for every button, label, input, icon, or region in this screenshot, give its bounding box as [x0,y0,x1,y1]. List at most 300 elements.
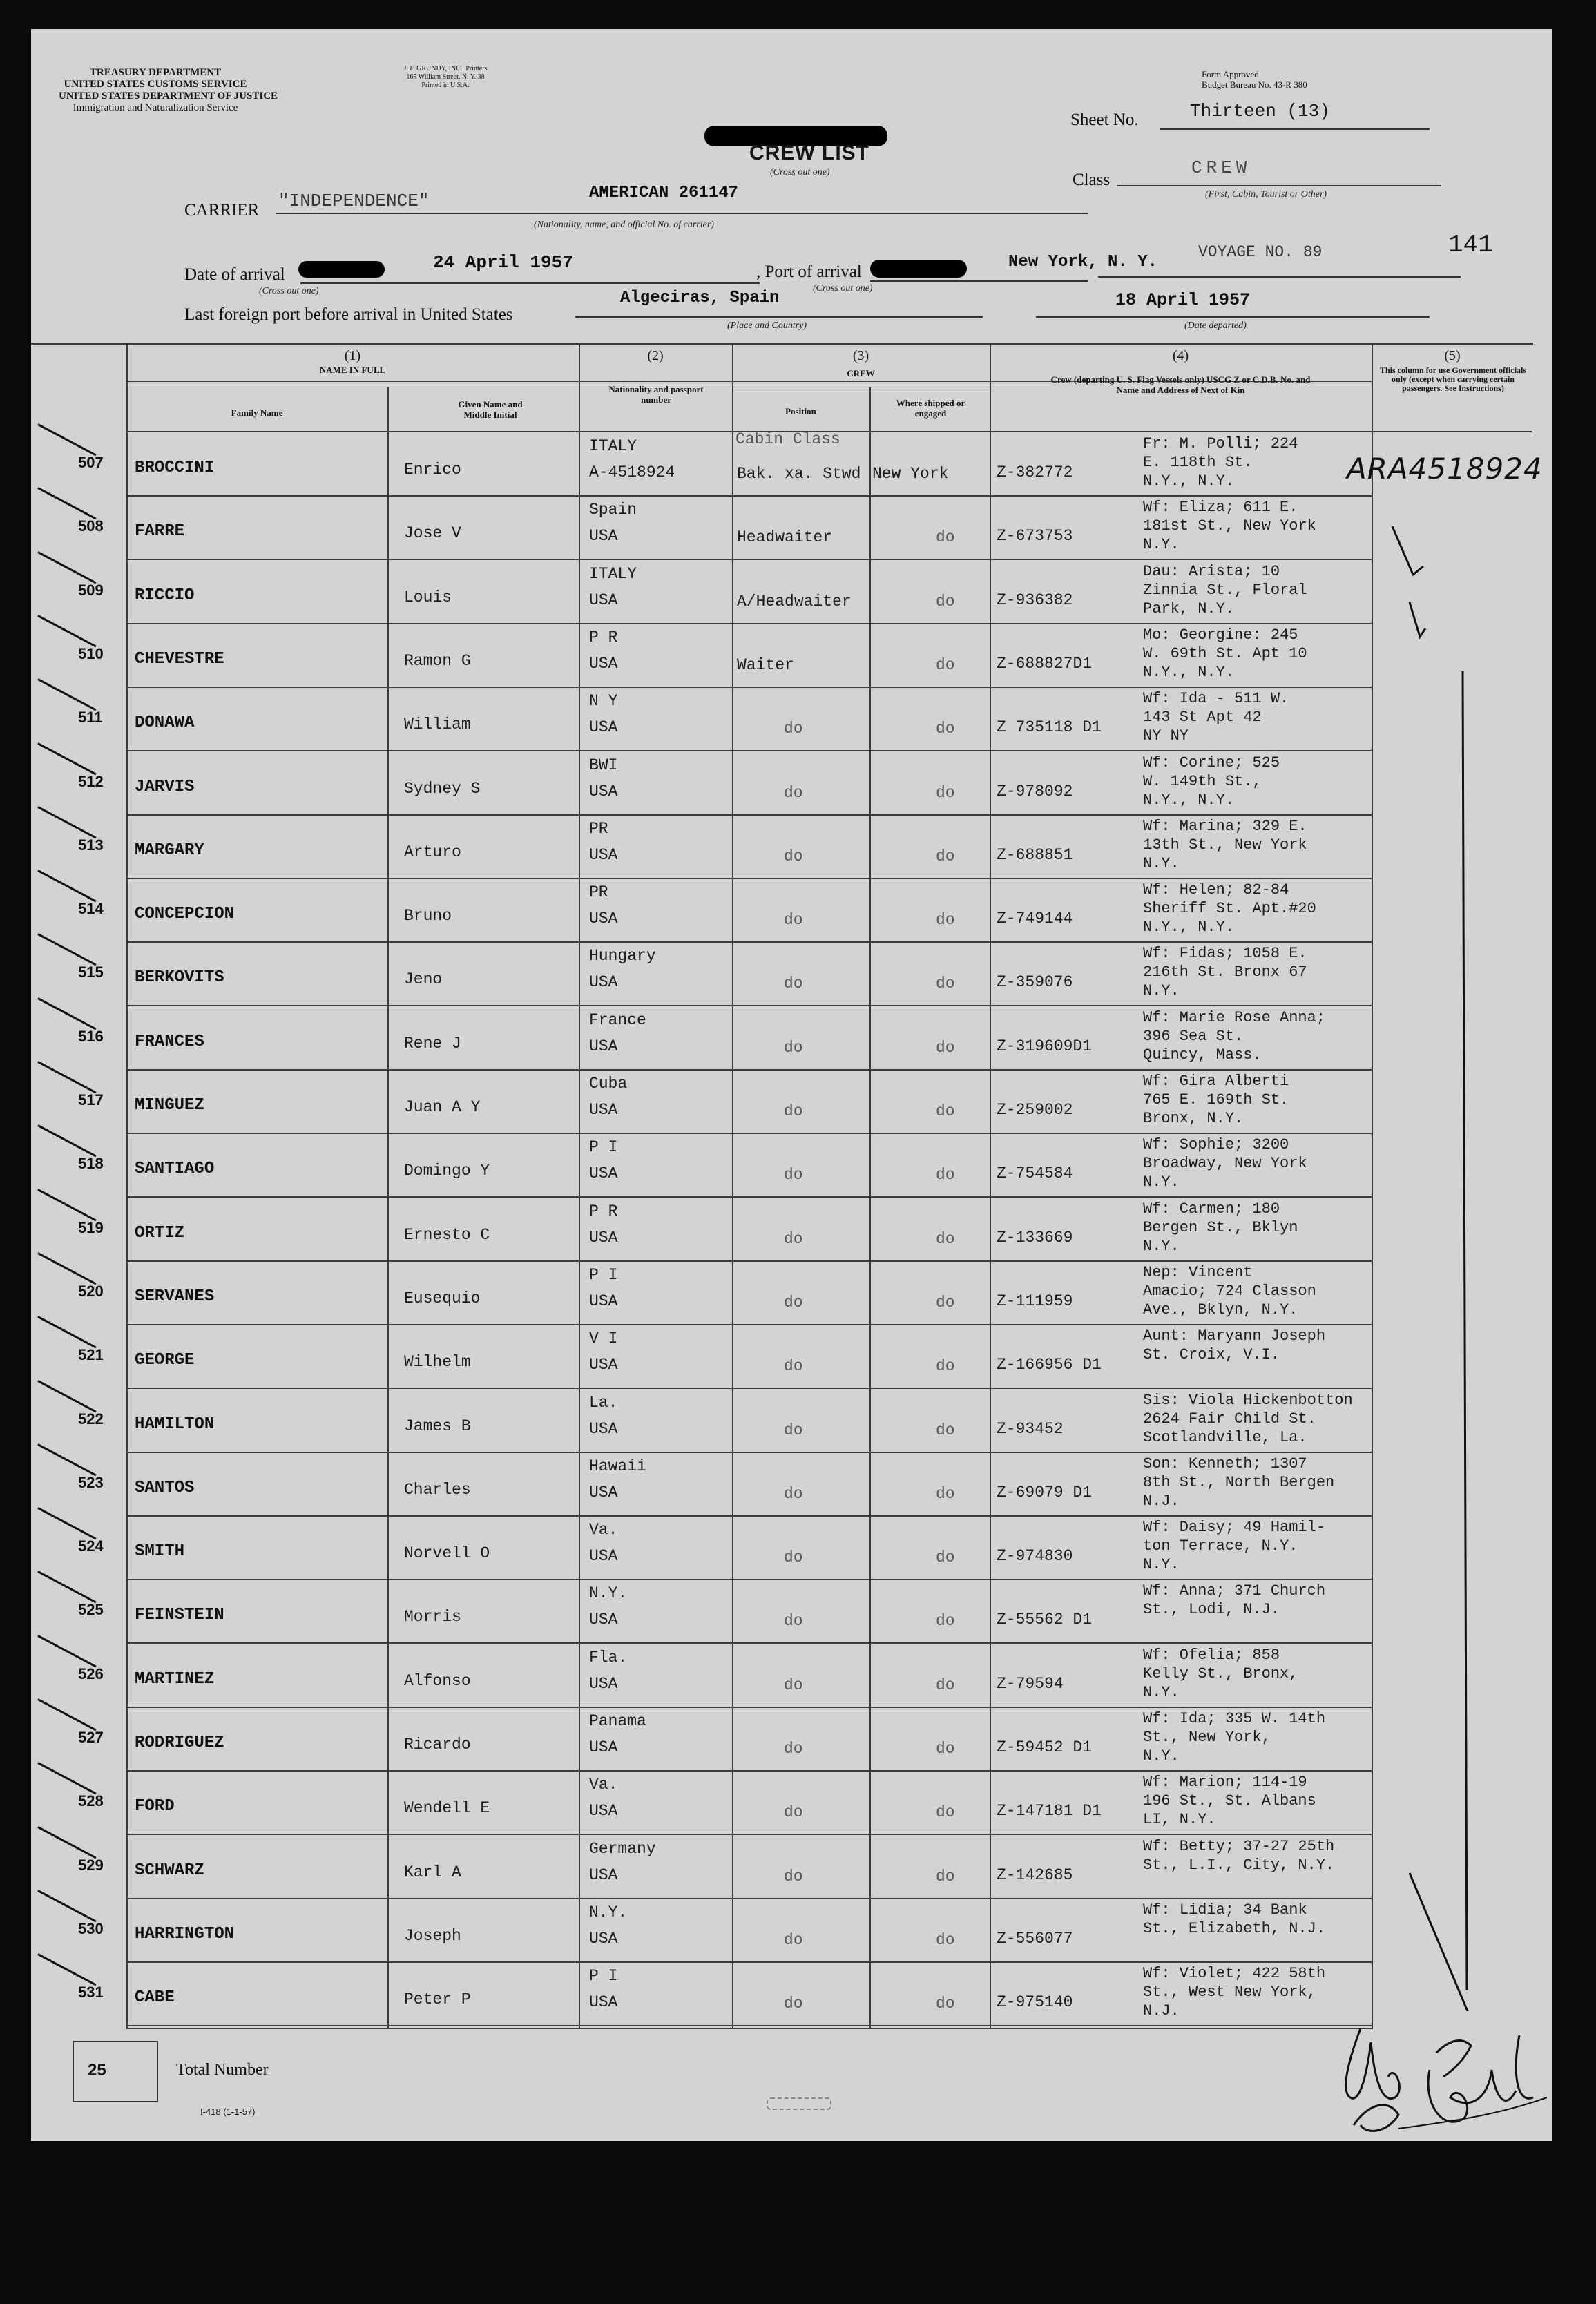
row-divider [126,623,1373,624]
z-number: Z-69079 D1 [997,1484,1093,1501]
nationality: P R [589,1202,618,1220]
given-name: Jose V [404,524,461,542]
approval-line: Form Approved [1202,69,1259,79]
departure-date: 18 April 1957 [1115,290,1251,310]
family-name: RICCIO [135,586,195,605]
row-number: 513 [78,836,104,854]
nationality: Cuba [589,1075,628,1093]
next-of-kin-line: W. 149th St., [1143,773,1262,790]
family-name: CHEVESTRE [135,650,224,669]
column-divider [869,387,871,2028]
voyage-line [1098,276,1461,278]
row-divider [126,2025,1373,2026]
nationality: ITALY [589,565,637,583]
next-of-kin-line: Wf: Daisy; 49 Hamil- [1143,1519,1326,1536]
family-name: ORTIZ [135,1224,185,1242]
nationality: Fla. [589,1649,628,1667]
row-tick-mark [37,997,96,1030]
title-note: (Cross out one) [770,167,830,177]
row-divider [126,941,1373,943]
row-number: 523 [78,1474,104,1491]
next-of-kin-line: Wf: Ida; 335 W. 14th [1143,1710,1326,1727]
next-of-kin-line: Wf: Violet; 422 58th [1143,1965,1326,1982]
given-name: Wendell E [404,1799,490,1817]
z-number: Z-749144 [997,910,1073,928]
class-label: Class [1073,171,1111,189]
where-shipped: do [936,1868,955,1885]
next-of-kin-line: St., New York, [1143,1729,1271,1746]
z-number: Z-111959 [997,1292,1073,1310]
nationality: La. [589,1394,618,1412]
nationality: Germany [589,1840,656,1858]
next-of-kin-line: NY NY [1143,727,1189,745]
row-divider [126,1324,1373,1325]
passport-number: A-4518924 [589,463,675,481]
position: do [784,1485,803,1503]
column5-pen-marks [1372,506,1537,2011]
agency-line: UNITED STATES CUSTOMS SERVICE [64,79,247,90]
row-number: 530 [78,1920,104,1937]
where-shipped: do [936,656,955,674]
family-name: CONCEPCION [135,905,235,923]
passport-number: USA [589,783,618,800]
passport-number: USA [589,846,618,864]
carrier-value: "INDEPENDENCE" [278,191,430,211]
next-of-kin-line: 181st St., New York [1143,517,1316,535]
given-name: Rene J [404,1035,461,1053]
family-name: SCHWARZ [135,1861,204,1880]
where-shipped: do [936,1485,955,1503]
row-divider [126,1770,1373,1772]
position: do [784,1548,803,1566]
family-name: FORD [135,1797,175,1816]
row-number: 510 [78,645,104,662]
nationality: BWI [589,756,618,774]
redaction-mark [870,260,967,278]
passport-number: USA [589,973,618,991]
table-top-border [31,343,1533,345]
nationality: Va. [589,1776,618,1794]
nationality: Spain [589,501,637,519]
position-class: Cabin Class [735,430,840,448]
where-shipped: do [936,1166,955,1184]
total-label: Total Number [176,2061,269,2079]
given-name: Ricardo [404,1736,471,1754]
total-count: 25 [88,2061,106,2080]
z-number: Z-975140 [997,1993,1073,2011]
approval-line: Budget Bureau No. 43-R 380 [1202,79,1307,90]
next-of-kin-line: N.Y. [1143,1238,1180,1255]
position: do [784,847,803,865]
col4-number: (4) [1172,348,1189,363]
sheet-label: Sheet No. [1070,111,1139,129]
position: do [784,1612,803,1630]
row-tick-mark [37,1124,96,1157]
next-of-kin-line: Sis: Viola Hickenbotton [1143,1392,1353,1409]
row-tick-mark [37,423,96,456]
row-tick-mark [37,1953,96,1986]
row-number: 518 [78,1155,104,1172]
where-shipped: do [936,1421,955,1439]
next-of-kin-line: N.Y. [1143,536,1180,553]
where-shipped: do [936,528,955,546]
date-line [300,282,760,284]
nationality: N.Y. [589,1584,628,1602]
printer-block [383,65,508,90]
row-divider [126,1260,1373,1262]
nationality: P R [589,628,618,646]
row-tick-mark [37,1762,96,1794]
row-divider [126,687,1373,688]
printer-line: Printed in U.S.A. [421,81,470,89]
where-shipped: do [936,1039,955,1057]
position: do [784,975,803,992]
row-number: 511 [78,709,103,726]
next-of-kin-line: Wf: Anna; 371 Church [1143,1582,1326,1600]
family-name-header: Family Name [231,407,283,418]
column-divider [990,343,991,2028]
next-of-kin-line: Wf: Gira Alberti [1143,1073,1289,1090]
family-name: FRANCES [135,1033,204,1051]
where-shipped: do [936,847,955,865]
where-shipped: do [936,1676,955,1694]
next-of-kin-line: Bronx, N.Y. [1143,1110,1244,1127]
next-of-kin-line: Kelly St., Bronx, [1143,1665,1298,1682]
last-port-label: Last foreign port before arrival in United States [184,305,513,324]
next-of-kin-line: Aunt: Maryann Joseph [1143,1327,1326,1345]
where-shipped: do [936,1294,955,1312]
passport-number: USA [589,1738,618,1756]
z-number: Z-359076 [997,973,1073,991]
carrier-line [276,213,1088,214]
z-number: Z-133669 [997,1229,1073,1247]
z-number: Z 735118 D1 [997,718,1102,736]
row-tick-mark [37,1507,96,1539]
row-number: 517 [78,1091,104,1108]
col1-number: (1) [344,348,361,363]
row-number: 512 [78,773,104,790]
row-divider [126,559,1373,560]
passport-number: USA [589,1356,618,1374]
family-name: SANTOS [135,1479,195,1497]
sheet-value: Thirteen (13) [1190,101,1330,122]
position: do [784,720,803,738]
passport-number: USA [589,1164,618,1182]
next-of-kin-line: Broadway, New York [1143,1155,1307,1172]
given-name: Alfonso [404,1672,471,1690]
port-line [870,280,1088,282]
position: Waiter [737,656,794,674]
next-of-kin-line: N.Y. [1143,1173,1180,1191]
next-of-kin-line: 8th St., North Bergen [1143,1474,1335,1491]
where-shipped: do [936,1931,955,1949]
family-name: SANTIAGO [135,1160,215,1178]
row-divider [126,878,1373,879]
z-number: Z-556077 [997,1930,1073,1948]
nationality: PR [589,820,608,838]
family-name: HARRINGTON [135,1925,235,1943]
approval-block [1202,69,1307,90]
where-shipped: do [936,1995,955,2013]
where-shipped: do [936,1803,955,1821]
row-divider [126,1388,1373,1389]
passport-number: USA [589,1484,618,1501]
row-tick-mark [37,1189,96,1221]
position: do [784,1357,803,1375]
z-number: Z-382772 [997,463,1073,481]
last-port-line [575,316,983,318]
next-of-kin-line: Wf: Ida - 511 W. [1143,690,1289,707]
next-of-kin-line: N.Y., N.Y. [1143,472,1235,490]
z-number: Z-688851 [997,846,1073,864]
z-number: Z-688827D1 [997,655,1093,673]
next-of-kin-line: Wf: Marina; 329 E. [1143,818,1307,835]
nationality: Va. [589,1521,618,1539]
family-name: MINGUEZ [135,1096,204,1115]
row-divider [126,1961,1373,1963]
given-name: William [404,716,471,733]
z-number: Z-974830 [997,1547,1073,1565]
class-value: CREW [1191,157,1251,178]
nationality: P I [589,1967,618,1985]
where-shipped: do [936,593,955,611]
row-tick-mark [37,1252,96,1285]
next-of-kin-line: LI, N.Y. [1143,1811,1216,1828]
column-divider [126,343,128,2028]
position: do [784,1995,803,2013]
passport-number: USA [589,1993,618,2011]
nationality-header: Nationality and passport number [608,384,704,405]
nationality: N Y [589,692,618,710]
carrier-official: AMERICAN 261147 [589,184,739,202]
row-number: 520 [78,1283,104,1300]
z-number: Z-142685 [997,1866,1073,1884]
z-number: Z-79594 [997,1675,1064,1693]
given-name-header: Given Name and Middle Initial [458,399,523,420]
given-name: Eusequio [404,1289,481,1307]
position: do [784,1102,803,1120]
where-shipped: do [936,1102,955,1120]
z-number: Z-754584 [997,1164,1073,1182]
passport-number: USA [589,718,618,736]
redaction-mark [298,261,385,278]
column-divider [387,387,389,2028]
row-number: 529 [78,1856,104,1874]
row-number: 515 [78,963,104,981]
row-number: 531 [78,1984,104,2001]
next-of-kin-line: 396 Sea St. [1143,1028,1244,1045]
row-tick-mark [37,742,96,775]
carrier-note: (Nationality, name, and official No. of carrier) [534,220,714,230]
family-name: MARGARY [135,841,204,860]
row-tick-mark [37,1826,96,1859]
page-number: 141 [1448,231,1493,259]
row-divider [126,495,1373,497]
position-header: Position [785,406,816,416]
row-divider [126,1005,1373,1006]
nationality: N.Y. [589,1903,628,1921]
position: do [784,1676,803,1694]
where-shipped: do [936,1612,955,1630]
col5-header: This column for use Government officials only (except when carrying certain passengers. See Instructions) [1379,365,1527,393]
last-port-note: (Place and Country) [727,320,807,331]
row-tick-mark [37,551,96,584]
given-name: Wilhelm [404,1353,471,1371]
agency-line: UNITED STATES DEPARTMENT OF JUSTICE [59,90,278,102]
arrival-date: 24 April 1957 [433,252,573,273]
nationality: PR [589,883,608,901]
family-name: FARRE [135,522,185,541]
column-divider [579,343,580,2028]
row-tick-mark [37,1698,96,1731]
nationality: Panama [589,1712,646,1730]
position: A/Headwaiter [737,593,852,611]
family-name: BROCCINI [135,459,215,477]
where-shipped: do [936,911,955,929]
position: do [784,1039,803,1057]
row-number: 507 [78,454,104,471]
family-name: HAMILTON [135,1415,215,1434]
row-divider [126,1834,1373,1835]
col1-title: NAME IN FULL [319,365,386,375]
nationality: P I [589,1266,618,1284]
crew-header: CREW [847,368,875,378]
given-name: Sydney S [404,780,481,798]
row-tick-mark [37,1061,96,1093]
next-of-kin-line: N.Y., N.Y. [1143,791,1235,809]
passport-number: USA [589,1611,618,1629]
position: do [784,1230,803,1248]
carrier-label: CARRIER [184,201,260,220]
class-line [1117,185,1441,186]
row-divider [126,1196,1373,1198]
next-of-kin-line: Son: Kenneth; 1307 [1143,1455,1307,1472]
row-divider [126,1069,1373,1071]
next-of-kin-line: N.J. [1143,2002,1180,2019]
voyage-number: VOYAGE NO. 89 [1198,243,1323,261]
family-name: CABE [135,1988,175,2007]
next-of-kin-line: Wf: Eliza; 611 E. [1143,499,1298,516]
row-tick-mark [37,870,96,902]
handwritten-annotation: ARA4518924 [1347,452,1543,486]
crew-list-document [31,29,1552,2141]
row-number: 509 [78,582,104,599]
port-of-arrival: New York, N. Y. [1008,253,1158,271]
given-name: Ramon G [404,652,471,670]
official-signature [1285,1994,1552,2141]
sheet-line [1160,128,1430,130]
next-of-kin-line: Wf: Corine; 525 [1143,754,1280,771]
given-name: Peter P [404,1990,471,2008]
given-name: Ernesto C [404,1226,490,1244]
row-number: 508 [78,517,104,535]
where-shipped: do [936,784,955,802]
row-tick-mark [37,1571,96,1603]
port-label: , Port of arrival [756,262,862,281]
printer-line: J. F. GRUNDY, INC., Printers [403,65,488,73]
next-of-kin-line: 765 E. 169th St. [1143,1091,1289,1108]
row-tick-mark [37,806,96,838]
next-of-kin-line: Bergen St., Bklyn [1143,1219,1298,1236]
row-tick-mark [37,933,96,966]
passport-number: USA [589,1037,618,1055]
where-shipped: do [936,1548,955,1566]
family-name: GEORGE [135,1351,195,1370]
next-of-kin-line: Ave., Bklyn, N.Y. [1143,1301,1298,1318]
given-name: Joseph [404,1927,461,1945]
family-name: SERVANES [135,1287,215,1306]
passport-number: USA [589,1802,618,1820]
col3-number: (3) [852,348,869,363]
position: do [784,1868,803,1885]
next-of-kin-line: Scotlandville, La. [1143,1429,1307,1446]
next-of-kin-line: W. 69th St. Apt 10 [1143,645,1307,662]
next-of-kin-line: Quincy, Mass. [1143,1046,1262,1064]
next-of-kin-line: Sheriff St. Apt.#20 [1143,900,1316,917]
row-number: 528 [78,1792,104,1809]
passport-number: USA [589,910,618,928]
z-number: Z-93452 [997,1420,1064,1438]
next-of-kin-line: ton Terrace, N.Y. [1143,1537,1298,1555]
z-number: Z-673753 [997,527,1073,545]
row-tick-mark [37,1380,96,1412]
z-number: Z-978092 [997,783,1073,800]
row-number: 519 [78,1219,104,1236]
nationality: France [589,1011,646,1029]
row-tick-mark [37,1635,96,1667]
family-name: SMITH [135,1542,185,1561]
given-name: Karl A [404,1863,461,1881]
where-shipped: do [936,720,955,738]
row-divider [126,1515,1373,1517]
next-of-kin-line: N.Y., N.Y. [1143,664,1235,681]
next-of-kin-line: N.Y. [1143,1684,1180,1701]
family-name: DONAWA [135,713,195,732]
next-of-kin-line: 143 St Apt 42 [1143,709,1262,726]
row-number: 516 [78,1028,104,1045]
next-of-kin-line: St., West New York, [1143,1984,1316,2001]
passport-number: USA [589,1866,618,1884]
passport-number: USA [589,1229,618,1247]
where-shipped: New York [872,465,949,483]
row-number: 521 [78,1346,104,1363]
position: do [784,1166,803,1184]
row-divider [126,750,1373,751]
next-of-kin-line: St., L.I., City, N.Y. [1143,1856,1335,1874]
next-of-kin-line: N.Y. [1143,1556,1180,1573]
given-name: Domingo Y [404,1162,490,1180]
given-name: Arturo [404,843,461,861]
family-name: JARVIS [135,778,195,796]
row-tick-mark [37,615,96,647]
row-tick-mark [37,678,96,711]
position: do [784,1294,803,1312]
column-divider [732,343,733,2028]
position: do [784,1740,803,1758]
z-number: Z-59452 D1 [997,1738,1093,1756]
family-name: RODRIGUEZ [135,1734,224,1752]
given-name: Juan A Y [404,1098,481,1116]
agency-block [59,67,278,114]
z-number: Z-166956 D1 [997,1356,1102,1374]
passport-number: USA [589,1930,618,1948]
row-divider [126,814,1373,816]
col5-number: (5) [1444,348,1461,363]
col2-number: (2) [647,348,664,363]
z-number: Z-936382 [997,591,1073,609]
nationality: P I [589,1138,618,1156]
port-note: (Cross out one) [813,283,873,294]
